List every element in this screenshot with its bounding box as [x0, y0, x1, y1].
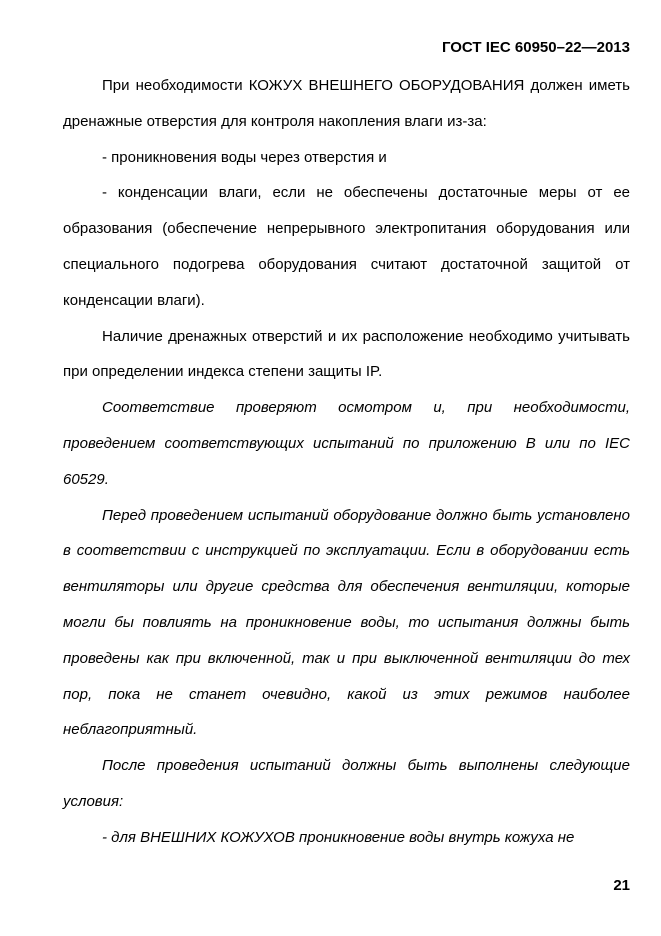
document-header: ГОСТ IEC 60950–22—2013 [441, 39, 630, 56]
paragraph-post-test-conditions: После проведения испытаний должны быть выполнены следующие условия: [63, 757, 630, 810]
paragraph-drainage-holes: При необходимости КОЖУХ ВНЕШНЕГО ОБОРУДОВАНИЯ должен иметь дренажные отверстия для контроля накопления влаги из-за: [63, 77, 630, 130]
paragraph-external-enclosures: - для ВНЕШНИХ КОЖУХОВ проникновение воды внутрь кожуха не [102, 828, 575, 846]
page-number: 21 [613, 877, 630, 894]
paragraph-test-setup: Перед проведением испытаний оборудование должно быть установлено в соответствии с инструкцией по эксплуатации. Если в оборудовании есть вентиляторы или другие средства для обеспечения вентиляции, которые могли бы повлиять на проникновение воды, то испытания должны быть проведены как при включенной, так и при выключенной вентиляции до тех пор, пока не станет очевидно, какой из этих режимов наиболее неблагоприятный. [63, 506, 630, 739]
paragraph-compliance-check: Соответствие проверяют осмотром и, при необходимости, проведением соответствующих испытаний по приложению В или по IEC 60529. [63, 399, 630, 488]
paragraph-ip-rating: Наличие дренажных отверстий и их расположение необходимо учитывать при определении индекса степени защиты IP. [63, 327, 630, 381]
paragraph-condensation: - конденсации влаги, если не обеспечены достаточные меры от ее образования (обеспечение непрерывного электропитания оборудования или специального подогрева оборудования считают достаточной защитой от конденсации влаги). [63, 184, 630, 309]
document-body [63, 68, 630, 856]
paragraph-water-penetration: - проникновения воды через отверстия и [102, 148, 387, 166]
